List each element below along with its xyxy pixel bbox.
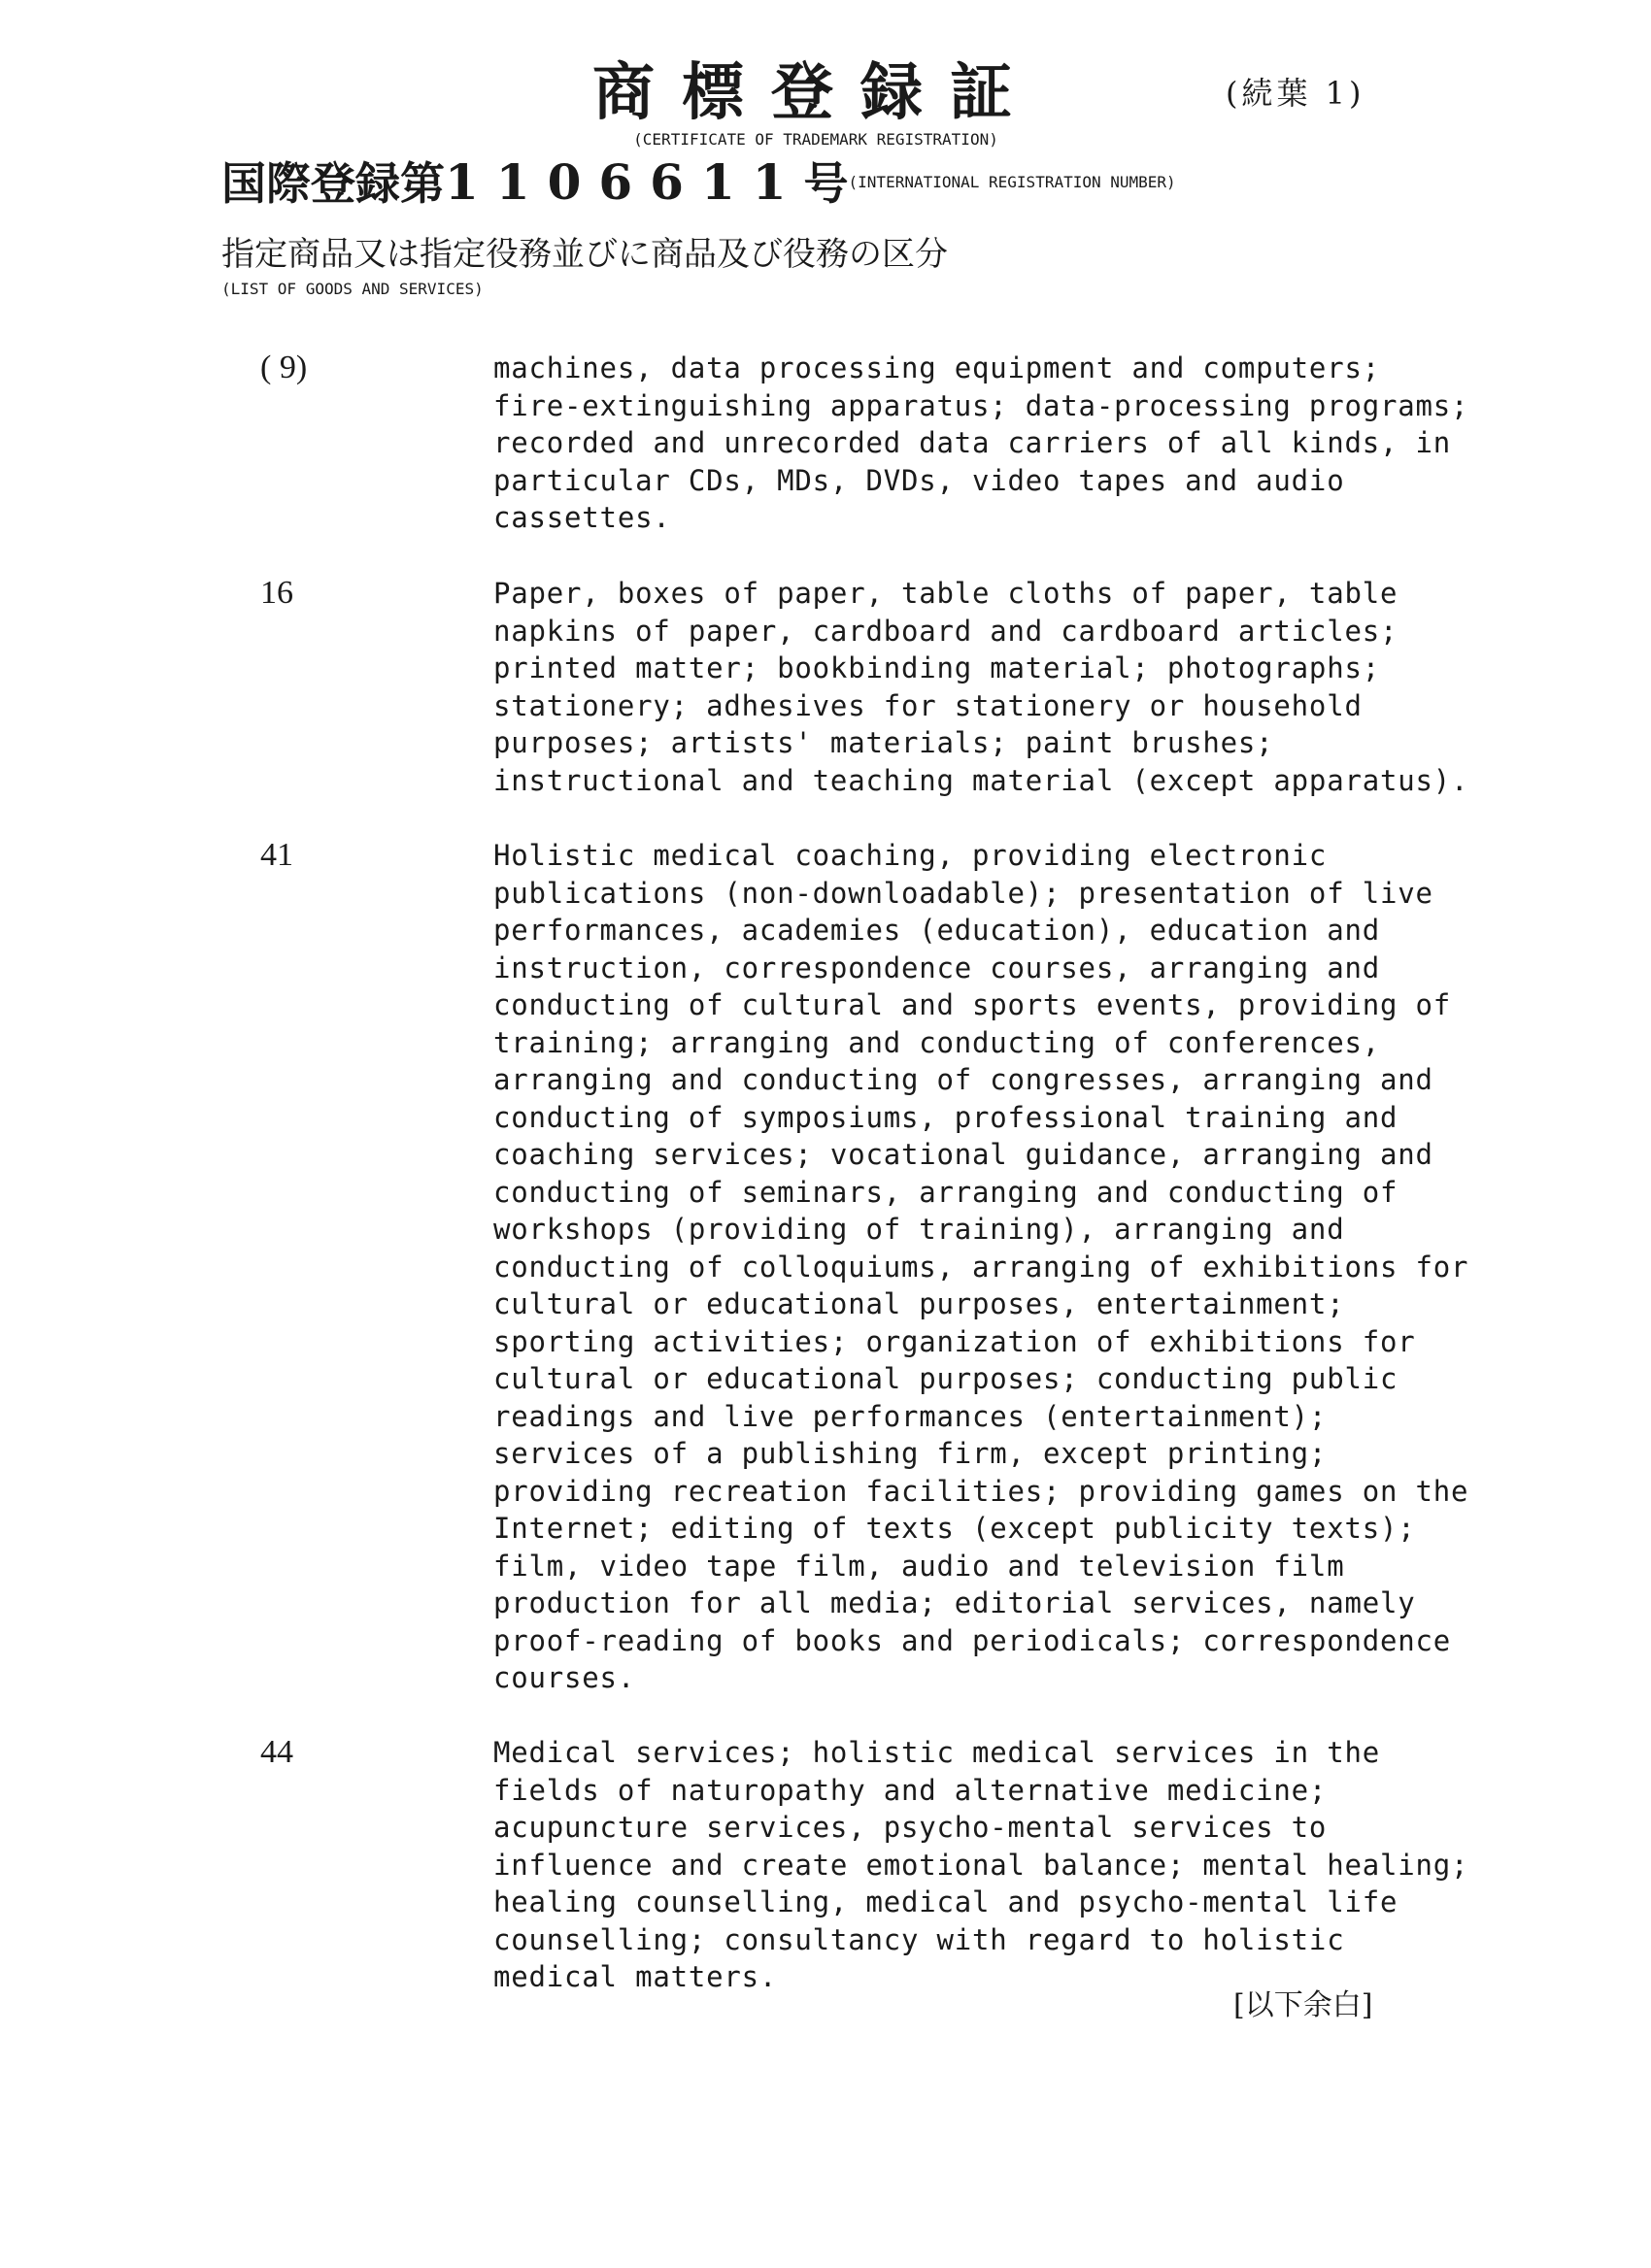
class-description: machines, data processing equipment and computers; fire-extinguishing apparatus; data-processing programs; recorded and unrecorded data carriers of all kinds, in particular CDs, MDs, DVDs, video tapes and audio cassettes. — [493, 351, 1469, 534]
registration-label: 国際登録第 — [221, 157, 445, 210]
registration-label-english: (INTERNATIONAL REGISTRATION NUMBER) — [848, 173, 1176, 191]
class-description: Paper, boxes of paper, table cloths of paper, table napkins of paper, cardboard and cardboard articles; printed matter; bookbinding material; photographs; stationery; adhesives for stationery or household purposes; artists' materials; paint brushes; instructional and teaching material (except apparatus). — [493, 577, 1469, 797]
class-number: 16 — [260, 575, 293, 611]
end-of-list-mark: [以下余白] — [1233, 1988, 1373, 2022]
continuation-label: (続葉 1) — [1226, 75, 1365, 112]
goods-services-heading: 指定商品又は指定役務並びに商品及び役務の区分 — [221, 235, 948, 274]
class-description: Holistic medical coaching, providing electronic publications (non-downloadable); presentation of live performances, academies (education), education and instruction, correspondence courses, arranging and conducting of cultural and sports events, providing of training; arranging and conducting of conferences, arranging and conducting of congresses, arranging and conducting of symposiums, professional training and coaching services; vocational guidance, arranging and conducting of seminars, arranging and conducting of workshops (providing of training), arranging and conducting of colloquiums, arranging of exhibitions for cultural or educational purposes, entertainment; sporting activities; organization of exhibitions for cultural or educational purposes; conducting public readings and live performances (entertainment); services of a publishing firm, except printing; providing recreation facilities; providing games on the Internet; editing of texts (except publicity texts); film, video tape film, audio and television film production for all media; editorial services, namely proof-reading of books and periodicals; correspondence courses. — [493, 839, 1469, 1694]
certificate-title: 商標登録証 — [592, 56, 1039, 129]
registration-number-line — [221, 153, 1176, 213]
class-number: ( 9) — [260, 350, 308, 385]
registration-number: 1106611 — [445, 153, 804, 211]
certificate-title-english: (CERTIFICATE OF TRADEMARK REGISTRATION) — [633, 130, 998, 149]
goods-services-heading-english: (LIST OF GOODS AND SERVICES) — [221, 280, 484, 298]
registration-suffix: 号 — [803, 157, 849, 210]
class-description: Medical services; holistic medical services in the fields of naturopathy and alternative medicine; acupuncture services, psycho-mental services to influence and create emotional balance; mental healing; healing counselling, medical and psycho-mental life counselling; consultancy with regard to holistic medical matters. — [493, 1736, 1469, 1993]
class-number: 41 — [260, 837, 293, 873]
class-number: 44 — [260, 1734, 293, 1770]
